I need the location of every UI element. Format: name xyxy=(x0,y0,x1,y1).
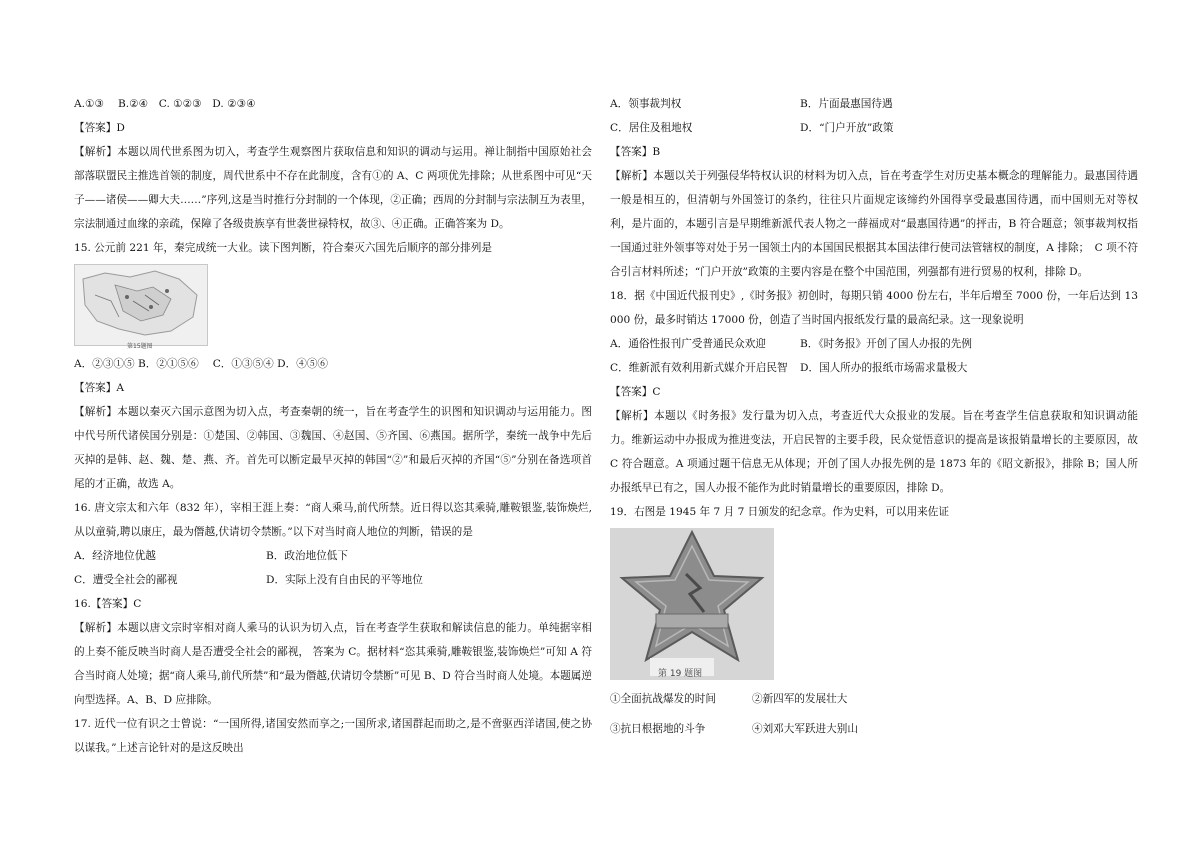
q18-option-c: C．维新派有效利用新式媒介开启民智 xyxy=(610,362,788,374)
q18-answer: 【答案】C xyxy=(610,386,661,398)
q17-option-c: C．居住及租地权 xyxy=(610,122,693,134)
q16-option-a: A．经济地位优越 xyxy=(74,550,156,562)
q15-stem: 15. 公元前 221 年，秦完成统一大业。读下图判断，符合秦灭六国先后顺序的部分排列是 xyxy=(74,242,492,254)
q18-option-a: A．通俗性报刊广受普通民众欢迎 xyxy=(610,338,766,350)
map-drawing xyxy=(75,265,207,345)
medal-caption: 第 19 题图 xyxy=(658,669,703,679)
q16-option-c: C．遭受全社会的鄙视 xyxy=(74,574,178,586)
q19-option-3: ③抗日根据地的斗争 xyxy=(610,723,706,735)
q16-option-d: D．实际上没有自由民的平等地位 xyxy=(266,574,423,586)
q17-option-a: A．领事裁判权 xyxy=(610,98,682,110)
q19-option-2: ②新四军的发展壮大 xyxy=(752,693,848,705)
q16-stem: 16. 唐文宗太和六年（832 年），宰相王涯上奏：“商人乘马,前代所禁。近日得以恣其乘骑,雕鞍银鉴,装饰焕烂,从以童骑,聘以康庄，最为僭越,伏请切令禁断。”以下对当时商人地位的判断，错误的是 xyxy=(74,502,592,538)
q17-analysis: 【解析】本题以关于列强侵华特权认识的材料为切入点，旨在考查学生对历史基本概念的理解能力。最惠国待遇一般是相互的，但清朝与外国签订的条约，往往只片面规定该缔约外国得享受最惠国待遇，而中国则无对等权利，是片面的，本题引言是早期维新派代表人物之一薛福成对“最惠国待遇”的抨击，B 符合题意；领事裁判权指一国通过驻外领事等对处于另一国领土内的本国国民根据其本国法律行使司法管辖权的制度，A 排除； C 项不符合引言材料所述；“门户开放”政策的主要内容是在整个中国范围，列强都有进行贸易的权利，排除 D。 xyxy=(610,170,1138,278)
q19-option-4: ④刘邓大军跃进大别山 xyxy=(752,723,858,735)
q18-analysis: 【解析】本题以《时务报》发行量为切入点，考查近代大众报业的发展。旨在考查学生信息获取和知识调动能力。维新运动中办报成为推进变法，开启民智的主要手段，民众觉悟意识的提高是该报销量增长的主要原因，故 C 符合题意。A 项通过题干信息无从体现；开创了国人办报先例的是 1873 年的《昭文新报》，排除 B；国人所办报纸早已有之，国人办报不能作为此时销量增长的重要原因，排除 D。 xyxy=(610,410,1138,494)
q17-option-row xyxy=(610,116,1138,140)
q19-option-1: ①全面抗战爆发的时间 xyxy=(610,693,716,705)
q17-answer: 【答案】B xyxy=(610,146,661,158)
q14-options: A.①③ B.②④ C. ①②③ D. ②③④ xyxy=(74,98,256,110)
q18-stem: 18．据《中国近代报刊史》,《时务报》初创时，每期只销 4000 份左右，半年后增至 7000 份，一年后达到 13000 份，最多时销达 17000 份，创造了当时国内报纸发行量的最高纪录。这一现象说明 xyxy=(610,290,1138,326)
q16-option-row xyxy=(74,568,592,592)
q17-option-row xyxy=(610,92,1138,116)
q17-option-d: D．“门户开放”政策 xyxy=(800,122,894,134)
q19-option-row xyxy=(610,714,1138,744)
map-caption: 第15题图 xyxy=(127,343,153,350)
q18-option-b: B．《时务报》开创了国人办报的先例 xyxy=(800,338,972,350)
commemorative-medal-image xyxy=(610,528,774,680)
q15-options: A．②③①⑤ B．②①⑤⑥ C．①③⑤④ D．④⑤⑥ xyxy=(74,358,329,370)
q18-option-row xyxy=(610,332,1138,356)
q15-answer: 【答案】A xyxy=(74,382,125,394)
q18-option-row xyxy=(610,356,1138,380)
left-column xyxy=(74,92,592,760)
star-medal-icon xyxy=(610,528,774,680)
q19-option-row xyxy=(610,684,1138,714)
q16-option-b: B．政治地位低下 xyxy=(266,550,348,562)
q14-answer: 【答案】D xyxy=(74,122,125,134)
right-column xyxy=(610,92,1138,744)
q16-answer: 16.【答案】C xyxy=(74,598,142,610)
q16-option-row xyxy=(74,544,592,568)
q19-stem: 19．右图是 1945 年 7 月 7 日颁发的纪念章。作为史料，可以用来佐证 xyxy=(610,506,949,518)
q17-option-b: B．片面最惠国待遇 xyxy=(800,98,893,110)
q16-analysis: 【解析】本题以唐文宗时宰相对商人乘马的认识为切入点，旨在考查学生获取和解读信息的能力。单纯据宰相的上奏不能反映当时商人是否遭受全社会的鄙视， 答案为 C。据材料“恣其乘骑,雕鞍银鉴,装饰焕烂”可知 A 符合当时商人处境；据“商人乘马,前代所禁”和“最为僭越,伏请切令禁断”可见 B、D 符合当时商人处境。本题属逆向型选择。A、B、D 应排除。 xyxy=(74,622,592,706)
q17-stem: 17. 近代一位有识之士曾说：“一国所得,诸国安然而享之;一国所求,诸国群起而助之,是不啻驱西洋诸国,使之协以谋我。”上述言论针对的是这反映出 xyxy=(74,718,592,754)
qin-unification-map-image xyxy=(74,264,208,350)
q15-analysis: 【解析】本题以秦灭六国示意图为切入点，考查秦朝的统一，旨在考查学生的识图和知识调动与运用能力。图中代号所代诸侯国分别是：①楚国、②韩国、③魏国、④赵国、⑤齐国、⑥燕国。据所学，秦统一战争中先后灭掉的是韩、赵、魏、楚、燕、齐。首先可以断定最早灭掉的韩国“②”和最后灭掉的齐国“⑤”分别在备选项首尾的才正确，故选 A。 xyxy=(74,406,592,490)
q14-analysis: 【解析】本题以周代世系图为切入，考查学生观察图片获取信息和知识的调动与运用。禅让制指中国原始社会部落联盟民主推选首领的制度，周代世系中不存在此制度，含有①的 A、C 两项优先排除；从世系图中可见“天子——诸侯——卿大夫……”序列,这是当时推行分封制的一个体现，②正确；西周的分封制与宗法制互为表里，宗法制通过血缘的亲疏，保障了各级贵族享有世袭世禄特权，故③、④正确。正确答案为 D。 xyxy=(74,146,592,230)
q18-option-d: D．国人所办的报纸市场需求量极大 xyxy=(800,362,968,374)
